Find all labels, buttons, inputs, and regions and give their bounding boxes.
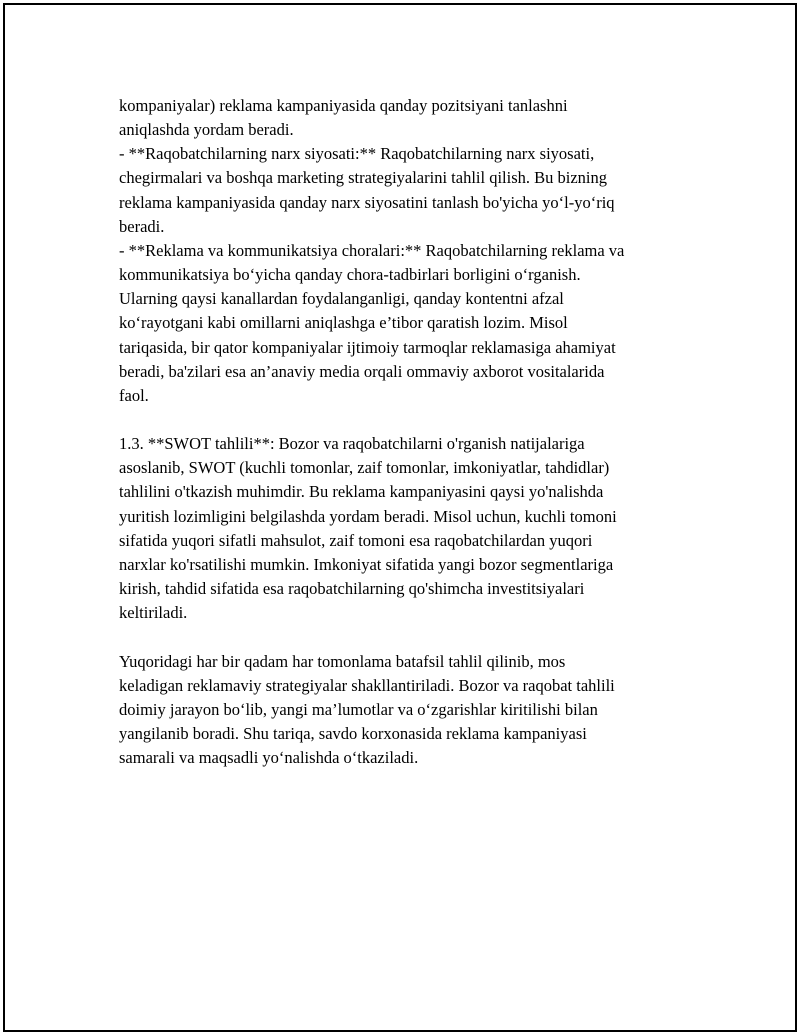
- text-line: samarali va maqsadli yo‘nalishda o‘tkaziladi.: [119, 748, 419, 768]
- text-line: Yuqoridagi har bir qadam har tomonlama batafsil tahlil qilinib, mos: [119, 651, 566, 671]
- document-page: [3, 3, 797, 1032]
- document-body: [119, 94, 699, 770]
- paragraph-advertising-measures: [119, 239, 699, 408]
- text-line: chegirmalari va boshqa marketing strategiyalarini tahlil qilish. Bu bizning: [119, 168, 607, 188]
- text-line: narxlar ko'rsatilishi mumkin. Imkoniyat sifatida yangi bozor segmentlariga: [119, 554, 614, 574]
- paragraph-conclusion: [119, 650, 699, 771]
- text-line: keltiriladi.: [119, 603, 188, 623]
- text-line: doimiy jarayon bo‘lib, yangi ma’lumotlar va o‘zgarishlar kiritilishi bilan: [119, 699, 598, 719]
- text-line: tahlilini o'tkazish muhimdir. Bu reklama kampaniyasini qaysi yo'nalishda: [119, 482, 604, 502]
- text-line: kirish, tahdid sifatida esa raqobatchilarning qo'shimcha investitsiyalari: [119, 579, 585, 599]
- text-line: faol.: [119, 385, 149, 405]
- text-line: reklama kampaniyasida qanday narx siyosatini tanlash bo'yicha yo‘l-yo‘riq: [119, 192, 615, 212]
- text-line: keladigan reklamaviy strategiyalar shakllantiriladi. Bozor va raqobat tahlili: [119, 675, 615, 695]
- text-line: kompaniyalar) reklama kampaniyasida qanday pozitsiyani tanlashni: [119, 96, 568, 115]
- text-line: yuritish lozimligini belgilashda yordam beradi. Misol uchun, kuchli tomoni: [119, 506, 617, 526]
- text-line: kommunikatsiya bo‘yicha qanday chora-tadbirlari borligini o‘rganish.: [119, 265, 581, 285]
- text-line: Ularning qaysi kanallardan foydalanganligi, qanday kontentni afzal: [119, 289, 564, 309]
- text-line: yangilanib boradi. Shu tariqa, savdo korxonasida reklama kampaniyasi: [119, 724, 587, 744]
- text-line: tariqasida, bir qator kompaniyalar ijtimoiy tarmoqlar reklamasiga ahamiyat: [119, 337, 616, 357]
- text-line: - **Raqobatchilarning narx siyosati:** Raqobatchilarning narx siyosati,: [119, 144, 595, 164]
- text-line: beradi.: [119, 216, 165, 236]
- paragraph-swot-analysis: [119, 432, 699, 625]
- text-line: 1.3. **SWOT tahlili**: Bozor va raqobatchilarni o'rganish natijalariga: [119, 434, 585, 454]
- text-line: sifatida yuqori sifatli mahsulot, zaif tomoni esa raqobatchilardan yuqori: [119, 530, 593, 550]
- paragraph-price-policy: [119, 142, 699, 239]
- text-line: - **Reklama va kommunikatsiya choralari:** Raqobatchilarning reklama va: [119, 240, 625, 260]
- text-line: aniqlashda yordam beradi.: [119, 120, 294, 140]
- paragraph-intro-continuation: [119, 94, 699, 142]
- text-line: ko‘rayotgani kabi omillarni aniqlashga e’tibor qaratish lozim. Misol: [119, 313, 568, 333]
- text-line: beradi, ba'zilari esa an’anaviy media orqali ommaviy axborot vositalarida: [119, 361, 605, 381]
- text-line: asoslanib, SWOT (kuchli tomonlar, zaif tomonlar, imkoniyatlar, tahdidlar): [119, 458, 610, 478]
